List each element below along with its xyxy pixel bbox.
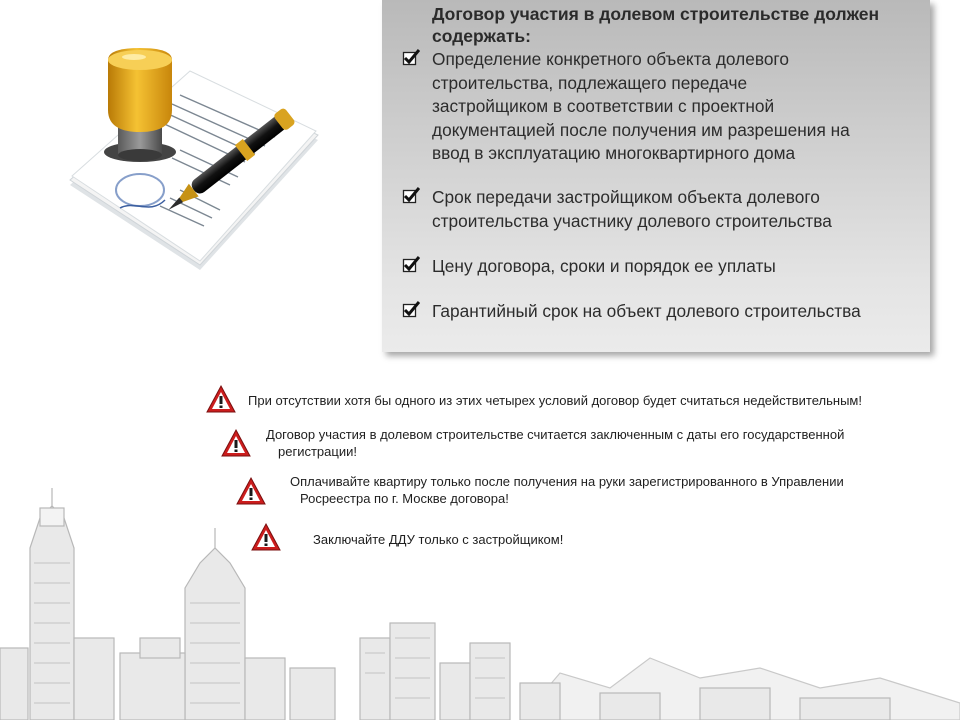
checkmark-icon [402, 256, 420, 274]
warning-text: Договор участия в долевом строительстве считается заключенным с даты его государственной [266, 427, 845, 442]
checkmark-icon [402, 187, 420, 205]
warning-triangle-icon [251, 522, 281, 552]
requirement-line: ввод в эксплуатацию многоквартирного дома [432, 143, 796, 163]
requirement-line: Цену договора, сроки и порядок ее уплаты [432, 256, 776, 276]
requirement-line: застройщиком в соответствии с проектной [432, 96, 775, 116]
stamp-and-pen-illustration [60, 40, 330, 290]
warning-text: Оплачивайте квартиру только после получения на руки зарегистрированного в Управлении [290, 474, 844, 489]
requirements-box [382, 0, 930, 352]
warning-text: регистрации! [278, 444, 357, 459]
warning-text: При отсутствии хотя бы одного из этих четырех условий договор будет считаться недействительным! [248, 393, 862, 408]
warning-item [221, 428, 936, 464]
warning-item [251, 522, 751, 554]
warning-text: Заключайте ДДУ только с застройщиком! [313, 532, 564, 547]
warning-triangle-icon [236, 476, 266, 506]
requirement-line: строительства участнику долевого строительства [432, 210, 832, 231]
checkmark-icon [402, 49, 420, 67]
warning-triangle-icon [221, 428, 251, 458]
requirement-line: строительства, подлежащего передаче [432, 72, 748, 93]
checkmark-icon [402, 301, 420, 319]
requirement-line: документацией после получения им разрешения на [432, 119, 850, 140]
warning-text: Росреестра по г. Москве договора! [300, 491, 509, 506]
requirements-title: Договор участия в долевом строительстве должен содержать: [432, 4, 880, 46]
requirement-line: Определение конкретного объекта долевого [432, 49, 789, 69]
warning-item [236, 476, 936, 512]
warning-item [206, 384, 936, 416]
requirement-line: Гарантийный срок на объект долевого строительства [432, 301, 861, 321]
requirement-line: Срок передачи застройщиком объекта долевого [432, 187, 820, 207]
warning-triangle-icon [206, 384, 236, 414]
